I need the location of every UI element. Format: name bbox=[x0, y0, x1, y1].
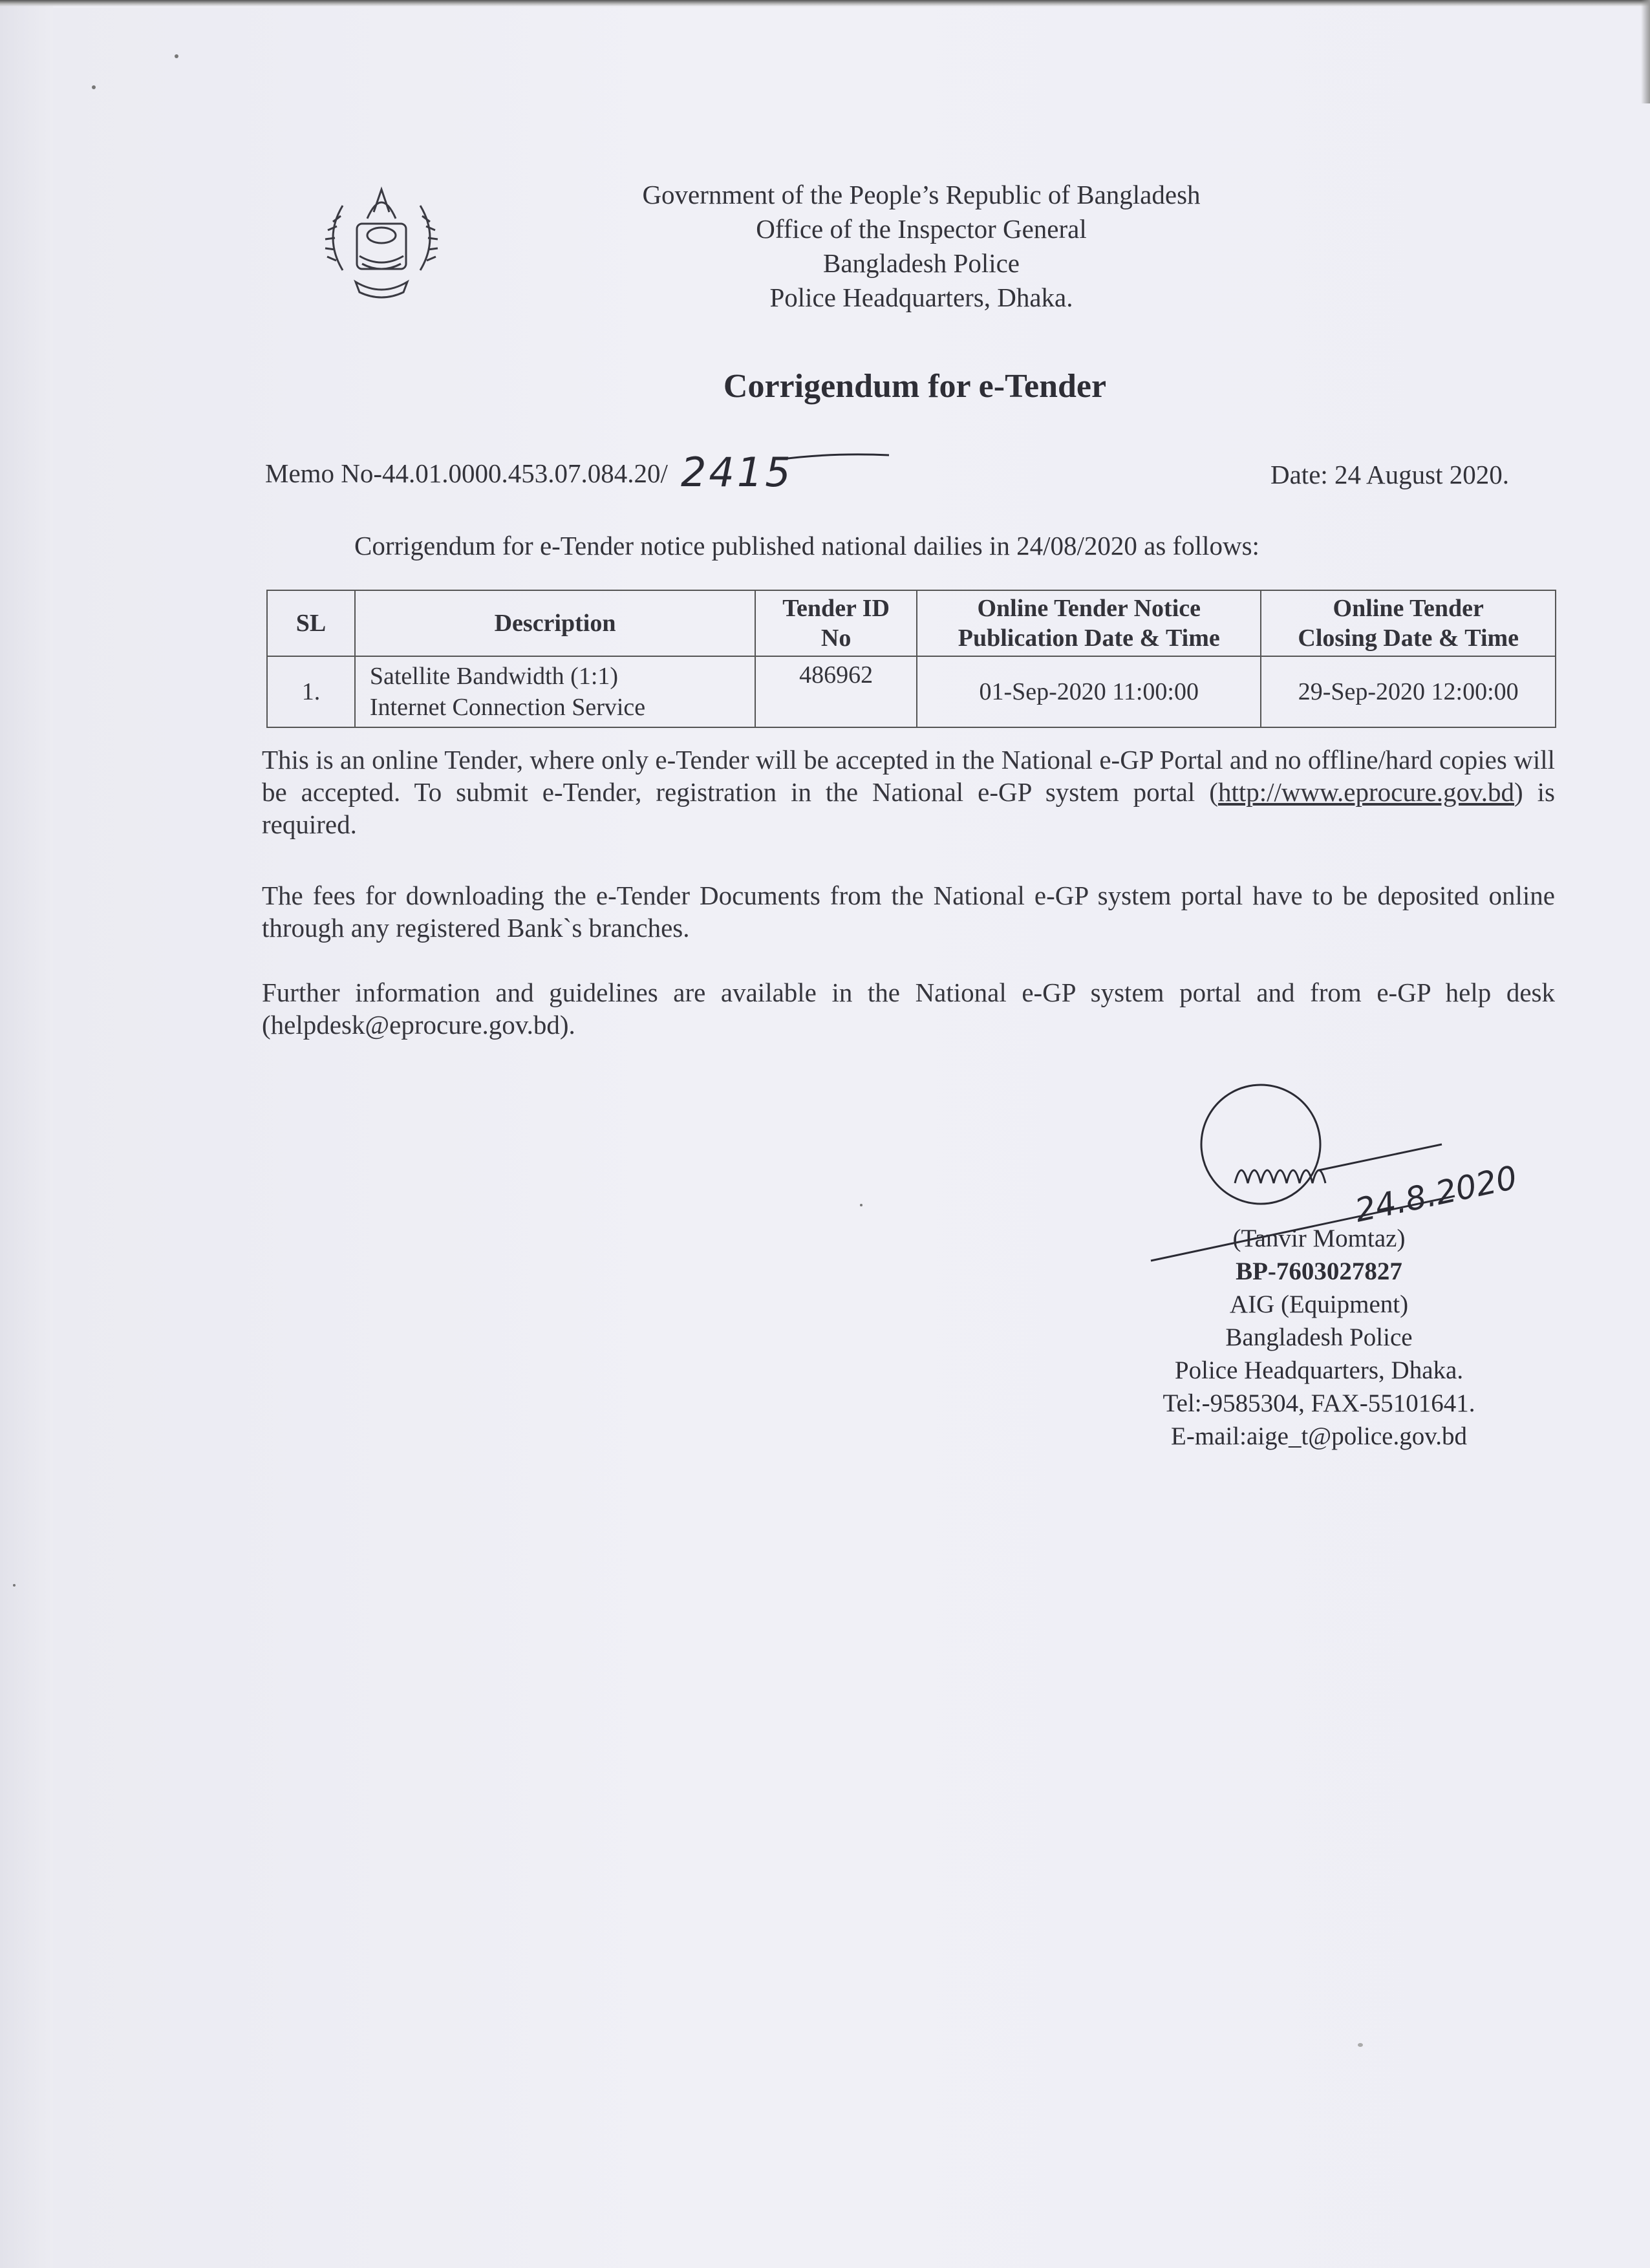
scan-right-edge bbox=[1641, 0, 1650, 103]
intro-text: Corrigendum for e-Tender notice published national dailies in 24/08/2020 as follows: bbox=[354, 531, 1259, 561]
header-description: Description bbox=[355, 590, 755, 656]
header-sl: SL bbox=[267, 590, 355, 656]
header-closing-line1: Online Tender bbox=[1333, 595, 1484, 622]
cell-description-line1: Satellite Bandwidth (1:1) bbox=[369, 663, 619, 690]
cell-description-line2: Internet Connection Service bbox=[369, 694, 646, 721]
header-tender-id-line2: No bbox=[820, 625, 852, 652]
letterhead-line-headquarters: Police Headquarters, Dhaka. bbox=[769, 283, 1073, 312]
signatory-org: Bangladesh Police bbox=[1225, 1323, 1413, 1351]
cell-publication: 01-Sep-2020 11:00:00 bbox=[917, 656, 1261, 727]
header-tender-id bbox=[755, 590, 917, 656]
cell-sl: 1. bbox=[267, 656, 355, 727]
cell-closing: 29-Sep-2020 12:00:00 bbox=[1261, 656, 1556, 727]
header-closing bbox=[1261, 590, 1556, 656]
eprocure-link[interactable]: http://www.eprocure.gov.bd bbox=[1217, 777, 1515, 807]
header-closing-line2: Closing Date & Time bbox=[1298, 625, 1519, 652]
scan-speck bbox=[92, 85, 96, 89]
memo-prefix: Memo No-44.01.0000.453.07.084.20/ bbox=[265, 458, 668, 488]
header-publication bbox=[917, 590, 1261, 656]
cell-description bbox=[355, 656, 755, 727]
p1-text-after: ) is required. bbox=[262, 777, 1556, 839]
signatory-designation: AIG (Equipment) bbox=[1229, 1290, 1409, 1318]
memo-date: Date: 24 August 2020. bbox=[1270, 460, 1509, 489]
letterhead bbox=[530, 178, 1312, 315]
document-title: Corrigendum for e-Tender bbox=[723, 368, 1107, 405]
header-publication-line1: Online Tender Notice bbox=[977, 595, 1201, 622]
signatory-tel: Tel:-9585304, FAX-55101641. bbox=[1162, 1389, 1475, 1417]
signatory-office: Police Headquarters, Dhaka. bbox=[1174, 1356, 1464, 1384]
letterhead-line-government: Government of the People’s Republic of Bangladesh bbox=[642, 180, 1201, 209]
header-tender-id-line1: Tender ID bbox=[782, 595, 890, 622]
scan-speck bbox=[13, 1584, 16, 1587]
scan-speck bbox=[175, 54, 178, 58]
scan-top-edge bbox=[0, 0, 1650, 6]
scan-speck bbox=[860, 1204, 862, 1206]
signatory-block bbox=[1138, 1222, 1500, 1453]
paragraph-fees: The fees for downloading the e-Tender Documents from the National e-GP system portal have to be deposited online through any registered Bank`s branches. bbox=[262, 881, 1555, 943]
page-left-edge bbox=[0, 0, 53, 2268]
header-publication-line2: Publication Date & Time bbox=[958, 625, 1220, 652]
cell-tender-id: 486962 bbox=[755, 656, 917, 727]
letterhead-line-police: Bangladesh Police bbox=[822, 248, 1020, 278]
memo-handwritten-number: 2415 bbox=[680, 449, 793, 496]
p1-text-before: This is an online Tender, where only e-Tender will be accepted in the National e-GP Portal and no offline/hard copies will be accepted. To submit e-Tender, registration in the National e-GP system portal ( bbox=[262, 745, 1555, 807]
signatory-email: E-mail:aige_t@police.gov.bd bbox=[1171, 1422, 1467, 1450]
paragraph-online-tender bbox=[262, 744, 1555, 840]
scan-speck bbox=[1358, 2043, 1363, 2047]
signatory-bp-number: BP-7603027827 bbox=[1236, 1257, 1402, 1285]
table-row bbox=[267, 656, 1556, 727]
signature-handwritten-date: 24.8.2020 bbox=[1351, 1159, 1521, 1230]
memo-underline-stroke bbox=[776, 450, 892, 463]
memo-number bbox=[265, 445, 793, 496]
signatory-name: (Tanvir Momtaz) bbox=[1232, 1225, 1406, 1252]
letterhead-line-office: Office of the Inspector General bbox=[756, 214, 1087, 244]
tender-table-header-row bbox=[267, 590, 1556, 656]
paragraph-further-info: Further information and guidelines are available in the National e-GP system portal and from e-GP help desk (helpdesk@eprocure.gov.bd). bbox=[262, 978, 1555, 1040]
tender-table bbox=[266, 590, 1556, 728]
bangladesh-police-emblem-icon bbox=[317, 173, 446, 303]
